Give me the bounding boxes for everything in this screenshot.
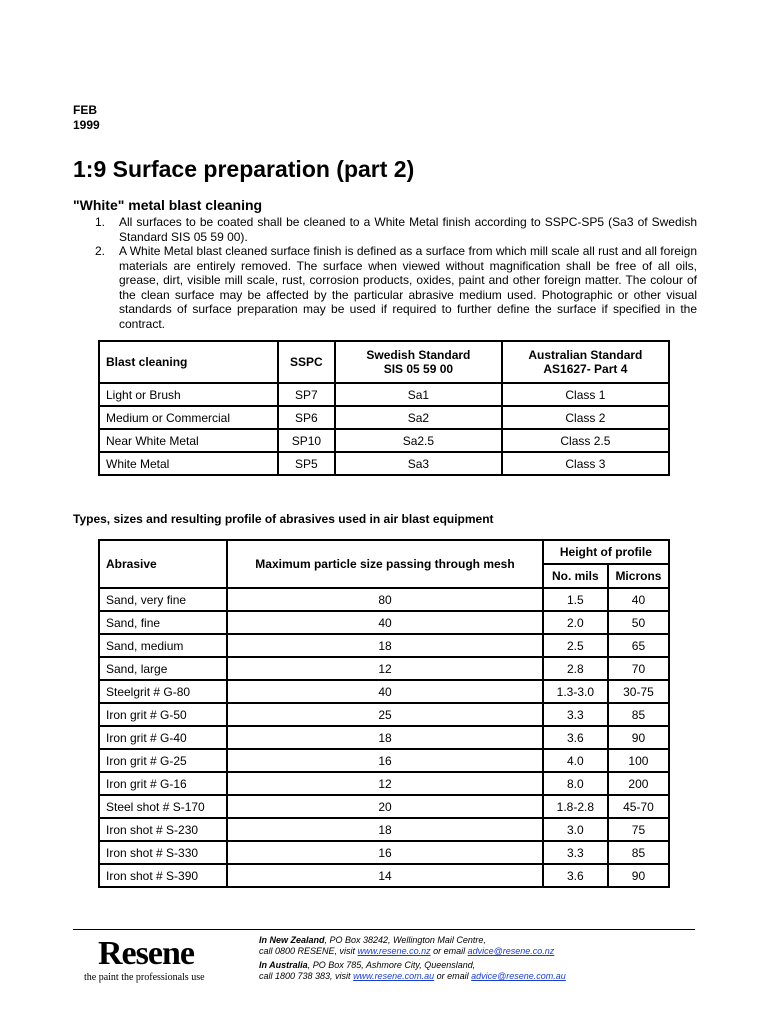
header-microns: Microns [608,564,669,588]
contact-info [259,935,566,982]
footer-divider [73,929,695,930]
blast-cleaning-table [98,340,670,476]
au-address-line [259,960,566,971]
cell-sspc: SP5 [278,452,335,475]
cell-australian: Class 3 [502,452,669,475]
cell-abrasive: Steel shot # S-170 [99,795,227,818]
cell-abrasive: Iron grit # G-50 [99,703,227,726]
cell-mils: 2.5 [543,634,608,657]
table-row [99,634,669,657]
cell-abrasive: Iron shot # S-230 [99,818,227,841]
table-row [99,864,669,887]
cell-microns: 90 [608,726,669,749]
cell-mils: 1.3-3.0 [543,680,608,703]
cell-mesh: 12 [227,657,543,680]
cell-microns: 30-75 [608,680,669,703]
nz-or-email: or email [430,946,468,956]
cell-mesh: 80 [227,588,543,611]
cell-microns: 100 [608,749,669,772]
cell-mesh: 20 [227,795,543,818]
cell-microns: 50 [608,611,669,634]
table-row [99,749,669,772]
cell-mils: 1.8-2.8 [543,795,608,818]
cell-mesh: 16 [227,841,543,864]
cell-swedish: Sa2.5 [335,429,502,452]
abrasive-table-title: Types, sizes and resulting profile of abrasives used in air blast equipment [73,512,494,526]
au-call: call 1800 738 383, visit [259,971,354,981]
au-email-link[interactable]: advice@resene.com.au [471,971,566,981]
cell-microns: 90 [608,864,669,887]
cell-microns: 85 [608,703,669,726]
cell-microns: 85 [608,841,669,864]
cell-mils: 8.0 [543,772,608,795]
blast-table-body [99,383,669,475]
cell-australian: Class 2 [502,406,669,429]
nz-email-link[interactable]: advice@resene.co.nz [467,946,555,956]
au-address: , PO Box 785, Ashmore City, Queensland, [307,960,476,970]
cell-mesh: 14 [227,864,543,887]
table-row [99,818,669,841]
cell-mils: 3.0 [543,818,608,841]
list-text: All surfaces to be coated shall be cleaned to a White Metal finish according to SSPC-SP5 (Sa3 of Swedish Standard SIS 05 59 00). [119,215,697,244]
au-website-link[interactable]: www.resene.com.au [353,971,435,981]
cell-mesh: 25 [227,703,543,726]
date-block [73,103,100,133]
nz-contact-line [259,946,566,957]
table-row [99,611,669,634]
table-row [99,452,669,475]
cell-swedish: Sa3 [335,452,502,475]
cell-mesh: 18 [227,818,543,841]
table-row [99,429,669,452]
table-row [99,726,669,749]
nz-address: , PO Box 38242, Wellington Mail Centre, [324,935,486,945]
nz-call: call 0800 RESENE, visit [259,946,358,956]
list-item [73,215,697,244]
cell-swedish: Sa1 [335,383,502,406]
nz-website-link[interactable]: www.resene.co.nz [357,946,431,956]
cell-sspc: SP10 [278,429,335,452]
cell-mils: 3.3 [543,703,608,726]
cell-abrasive: Iron grit # G-25 [99,749,227,772]
requirements-list [73,215,697,331]
abrasive-table [98,539,670,888]
cell-abrasive: Sand, large [99,657,227,680]
cell-microns: 200 [608,772,669,795]
cell-abrasive: Steelgrit # G-80 [99,680,227,703]
cell-abrasive: Iron grit # G-40 [99,726,227,749]
cell-microns: 40 [608,588,669,611]
page-title: 1:9 Surface preparation (part 2) [73,156,415,182]
cell-blast-cleaning: Near White Metal [99,429,278,452]
cell-abrasive: Iron grit # G-16 [99,772,227,795]
header-blast-cleaning: Blast cleaning [99,341,278,383]
cell-mils: 2.8 [543,657,608,680]
cell-mils: 1.5 [543,588,608,611]
cell-blast-cleaning: Light or Brush [99,383,278,406]
cell-abrasive: Iron shot # S-390 [99,864,227,887]
cell-abrasive: Sand, very fine [99,588,227,611]
table-row [99,703,669,726]
cell-australian: Class 1 [502,383,669,406]
cell-abrasive: Sand, medium [99,634,227,657]
table-row [99,680,669,703]
cell-microns: 65 [608,634,669,657]
logo-wordmark: Resene [98,935,194,972]
cell-mesh: 18 [227,726,543,749]
table-row [99,406,669,429]
cell-mils: 4.0 [543,749,608,772]
cell-blast-cleaning: Medium or Commercial [99,406,278,429]
table-row [99,841,669,864]
header-sspc: SSPC [278,341,335,383]
header-mesh: Maximum particle size passing through mesh [227,540,543,588]
list-item [73,244,697,331]
cell-mils: 3.6 [543,864,608,887]
nz-address-line [259,935,566,946]
date-month: FEB [73,103,97,117]
cell-mesh: 18 [227,634,543,657]
resene-logo [84,936,224,984]
logo-tagline: the paint the professionals use [84,972,205,983]
cell-mesh: 40 [227,611,543,634]
cell-mils: 2.0 [543,611,608,634]
list-number: 1. [95,215,106,229]
table-row [99,657,669,680]
cell-microns: 45-70 [608,795,669,818]
header-abrasive: Abrasive [99,540,227,588]
header-mils: No. mils [543,564,608,588]
au-contact-line [259,971,566,982]
list-text: A White Metal blast cleaned surface finish is defined as a surface from which mill scale all rust and all foreign materials are entirely removed. The surface when viewed without magnification shall be free of all oils, grease, dirt, visible mill scale, rust, corrosion products, oxides, paint and other foreign matter. The colour of the clean surface may be affected by the particular abrasive medium used. Photographic or other visual standards of surface preparation may be used if required to further define the surface if specified in the contract. [119,244,697,331]
au-label: In Australia [259,960,308,970]
cell-mesh: 16 [227,749,543,772]
au-or-email: or email [434,971,472,981]
cell-mesh: 40 [227,680,543,703]
table-row [99,795,669,818]
header-height-of-profile: Height of profile [543,540,669,564]
date-year: 1999 [73,118,100,132]
table-header-row [99,540,669,564]
cell-microns: 75 [608,818,669,841]
header-swedish-standard: Swedish Standard SIS 05 59 00 [335,341,502,383]
cell-australian: Class 2.5 [502,429,669,452]
cell-sspc: SP7 [278,383,335,406]
cell-mils: 3.3 [543,841,608,864]
cell-mils: 3.6 [543,726,608,749]
abrasive-table-body [99,588,669,887]
cell-microns: 70 [608,657,669,680]
header-australian-standard: Australian Standard AS1627- Part 4 [502,341,669,383]
cell-sspc: SP6 [278,406,335,429]
table-row [99,772,669,795]
cell-mesh: 12 [227,772,543,795]
table-header-row [99,341,669,383]
nz-label: In New Zealand [259,935,325,945]
list-number: 2. [95,244,106,258]
table-row [99,383,669,406]
cell-abrasive: Iron shot # S-330 [99,841,227,864]
section-heading: "White" metal blast cleaning [73,197,263,213]
table-row [99,588,669,611]
cell-abrasive: Sand, fine [99,611,227,634]
cell-swedish: Sa2 [335,406,502,429]
cell-blast-cleaning: White Metal [99,452,278,475]
